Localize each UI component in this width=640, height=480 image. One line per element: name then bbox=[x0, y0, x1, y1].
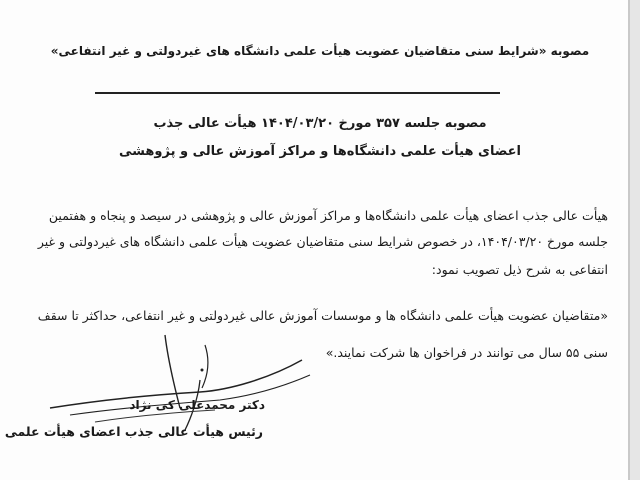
page-edge-shadow bbox=[630, 0, 640, 480]
document-heading: مصوبه «شرایط سنی متقاضیان عضویت هیأت علمی دانشگاه های غیردولتی و غیر انتفاعی» bbox=[50, 44, 590, 58]
resolution-text-line: سنی ۵۵ سال می توانند در فراخوان ها شرکت نمایند.» bbox=[325, 345, 608, 360]
resolution-title: مصوبه جلسه ۳۵۷ مورخ ۱۴۰۴/۰۳/۲۰ هیأت عالی جذب bbox=[153, 116, 487, 131]
signer-name: دکتر محمدعلی کی نژاد bbox=[129, 398, 265, 412]
body-line: انتفاعی به شرح ذیل تصویب نمود: bbox=[431, 262, 608, 277]
resolution-text-line: «متقاضیان عضویت هیأت علمی دانشگاه ها و موسسات آموزش عالی غیردولتی و غیر انتفاعی، حداکثر تا سقف bbox=[37, 308, 608, 323]
heading-divider bbox=[95, 92, 500, 94]
body-line: جلسه مورخ ۱۴۰۴/۰۳/۲۰، در خصوص شرایط سنی متقاضیان عضویت هیأت علمی دانشگاه های غیردولتی و غیر bbox=[37, 234, 608, 249]
signer-title: رئیس هیأت عالی جذب اعضای هیأت علمی bbox=[4, 424, 263, 439]
body-line: هیأت عالی جذب اعضای هیأت علمی دانشگاه‌ها و مراکز آموزش عالی و پژوهشی در سیصد و پنجاه و هفتمین bbox=[48, 208, 608, 223]
board-name: اعضای هیأت علمی دانشگاه‌ها و مراکز آموزش عالی و پژوهشی bbox=[119, 144, 521, 159]
page-edge bbox=[628, 0, 630, 480]
